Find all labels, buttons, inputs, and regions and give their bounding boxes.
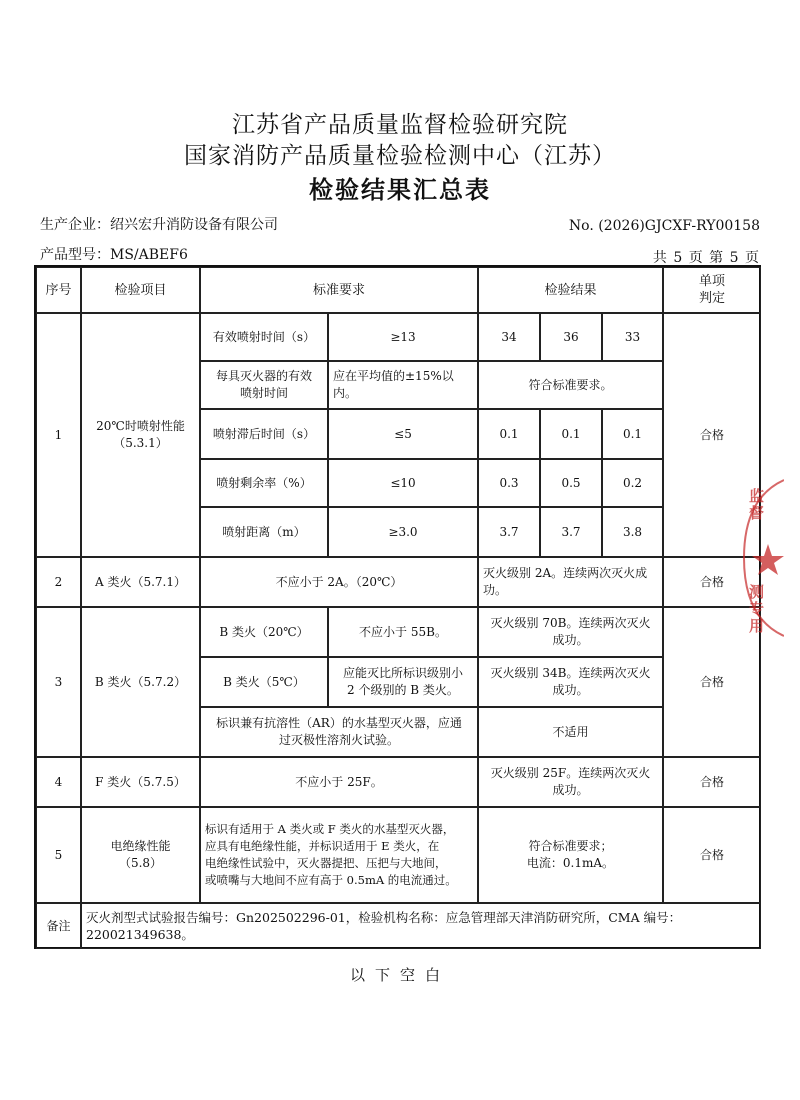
row1-sub4-req: ≤10 — [328, 459, 478, 507]
row4-verdict: 合格 — [663, 757, 761, 807]
row3-sub3-req: 标识兼有抗溶性（AR）的水基型灭火器，应通 过灭极性溶剂火试验。 — [200, 707, 478, 757]
row1-sub5-name: 喷射距离（m） — [200, 507, 328, 557]
row1-sub2-req: 应在平均值的±15%以 内。 — [328, 361, 478, 409]
header-verdict: 单项 判定 — [663, 267, 761, 313]
row1-sub3-req: ≤5 — [328, 409, 478, 459]
row1-sub1-v2: 36 — [540, 313, 602, 361]
row4-seq: 4 — [36, 757, 81, 807]
row3-sub2-name: B 类火（5℃） — [200, 657, 328, 707]
row1-sub2-result: 符合标准要求。 — [478, 361, 663, 409]
title-center: 国家消防产品质量检验检测中心（江苏） — [184, 143, 616, 169]
row3-sub3-result: 不适用 — [478, 707, 663, 757]
manufacturer: 生产企业：绍兴宏升消防设备有限公司 — [40, 217, 278, 233]
row1-sub1-v3: 33 — [602, 313, 663, 361]
header-seq: 序号 — [36, 267, 81, 313]
row1-verdict: 合格 — [663, 313, 761, 557]
header-result: 检验结果 — [478, 267, 663, 313]
row1-sub5-v3: 3.8 — [602, 507, 663, 557]
row1-sub1-v1: 34 — [478, 313, 540, 361]
end-of-report-marker: 以下空白 — [349, 966, 450, 984]
row1-sub3-v2: 0.1 — [540, 409, 602, 459]
row5-req: 标识有适用于 A 类火或 F 类火的水基型灭火器， 应具有电绝缘性能，并标识适用于 E 类火，在 电绝缘性试验中，灭火器提把、压把与大地间， 或喷嘴与大地间不应有高于 0.5mA 的电流通过。 — [200, 807, 478, 903]
row4-req: 不应小于 25F。 — [200, 757, 478, 807]
title-report: 检验结果汇总表 — [309, 175, 491, 204]
seal-text-bottom: 测专用 — [747, 584, 765, 635]
row2-item: A 类火（5.7.1） — [81, 557, 200, 607]
row1-sub3-v1: 0.1 — [478, 409, 540, 459]
row4-item: F 类火（5.7.5） — [81, 757, 200, 807]
row2-seq: 2 — [36, 557, 81, 607]
row1-sub3-name: 喷射滞后时间（s） — [200, 409, 328, 459]
note-text: 灭火剂型式试验报告编号：Gn202502296-01，检验机构名称：应急管理部天津消防研究所，CMA 编号： 220021349638。 — [81, 903, 761, 949]
page-indicator: 共 5 页 第 5 页 — [652, 250, 760, 266]
row3-verdict: 合格 — [663, 607, 761, 757]
report-number: No. (2026)GJCXF-RY00158 — [568, 218, 760, 234]
row1-sub4-v2: 0.5 — [540, 459, 602, 507]
row3-item: B 类火（5.7.2） — [81, 607, 200, 757]
row1-item: 20℃时喷射性能 （5.3.1） — [81, 313, 200, 557]
row1-sub2-name: 每具灭火器的有效 喷射时间 — [200, 361, 328, 409]
row1-sub1-name: 有效喷射时间（s） — [200, 313, 328, 361]
row1-seq: 1 — [36, 313, 81, 557]
product-model: 产品型号：MS/ABEF6 — [40, 247, 188, 263]
row4-result: 灭火级别 25F。连续两次灭火 成功。 — [478, 757, 663, 807]
row2-result: 灭火级别 2A。连续两次灭火成 功。 — [478, 557, 663, 607]
header-item: 检验项目 — [81, 267, 200, 313]
row2-req: 不应小于 2A。（20℃） — [200, 557, 478, 607]
row2-verdict: 合格 — [663, 557, 761, 607]
note-label: 备注 — [36, 903, 81, 949]
seal-star-icon — [752, 544, 784, 575]
row3-sub1-req: 不应小于 55B。 — [328, 607, 478, 657]
row3-sub2-result: 灭火级别 34B。连续两次灭火 成功。 — [478, 657, 663, 707]
row3-seq: 3 — [36, 607, 81, 757]
row3-sub1-name: B 类火（20℃） — [200, 607, 328, 657]
row1-sub5-v1: 3.7 — [478, 507, 540, 557]
row3-sub1-result: 灭火级别 70B。连续两次灭火 成功。 — [478, 607, 663, 657]
results-table — [34, 265, 761, 949]
row1-sub4-name: 喷射剩余率（%） — [200, 459, 328, 507]
header-requirement: 标准要求 — [200, 267, 478, 313]
official-seal-stamp — [738, 478, 784, 638]
row1-sub5-v2: 3.7 — [540, 507, 602, 557]
row5-result: 符合标准要求； 电流：0.1mA。 — [478, 807, 663, 903]
row1-sub1-req: ≥13 — [328, 313, 478, 361]
row1-sub4-v1: 0.3 — [478, 459, 540, 507]
title-institute: 江苏省产品质量监督检验研究院 — [232, 112, 568, 138]
row3-sub2-req: 应能灭比所标识级别小 2 个级别的 B 类火。 — [328, 657, 478, 707]
seal-text-top: 监督 — [747, 488, 765, 522]
row5-item: 电绝缘性能 （5.8） — [81, 807, 200, 903]
row5-seq: 5 — [36, 807, 81, 903]
row5-verdict: 合格 — [663, 807, 761, 903]
row1-sub3-v3: 0.1 — [602, 409, 663, 459]
row1-sub5-req: ≥3.0 — [328, 507, 478, 557]
row1-sub4-v3: 0.2 — [602, 459, 663, 507]
